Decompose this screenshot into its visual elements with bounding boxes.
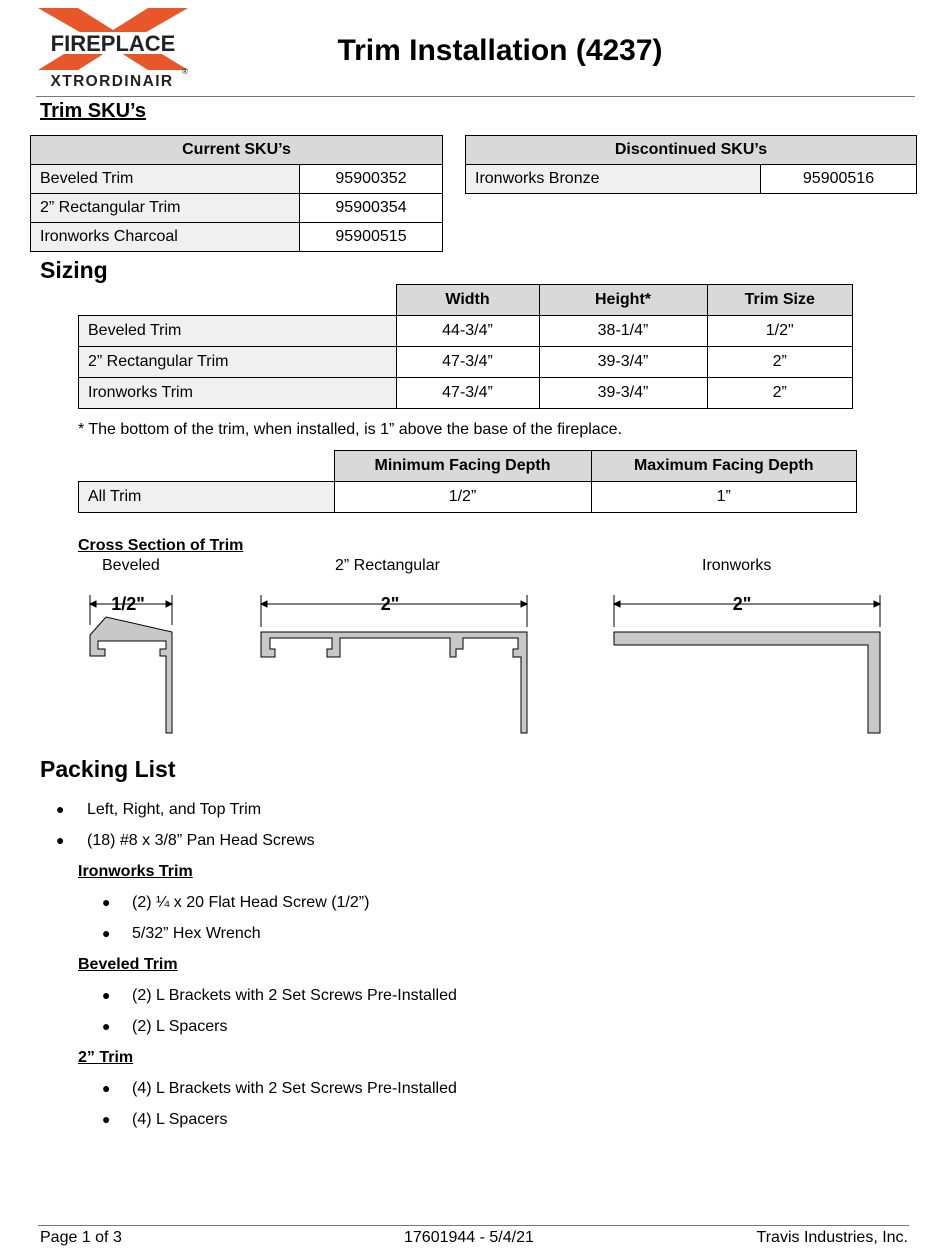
table-row	[79, 347, 853, 378]
footer-divider	[38, 1225, 909, 1226]
table-row	[31, 165, 443, 194]
sku-number: 95900354	[300, 194, 443, 223]
bullet-icon: ●	[102, 925, 111, 941]
cross-section-diagram	[0, 585, 950, 745]
column-header-width: Width	[396, 285, 539, 316]
group-title: Ironworks Trim	[78, 863, 193, 880]
table-row	[79, 378, 853, 409]
packing-list-heading: Packing List	[40, 756, 176, 782]
ironworks-profile	[614, 632, 880, 733]
sku-name: Ironworks Bronze	[466, 165, 761, 194]
row-label: 2” Rectangular Trim	[79, 347, 397, 378]
trim-skus-heading: Trim SKU’s	[40, 100, 146, 122]
table-row	[79, 482, 857, 513]
bullet-icon: ●	[102, 987, 111, 1003]
table-row	[31, 223, 443, 252]
list-item	[40, 918, 840, 949]
current-skus-table	[30, 135, 443, 252]
bullet-icon: ●	[102, 1080, 111, 1096]
rectangular-profile	[261, 632, 527, 733]
label-beveled: Beveled	[102, 557, 160, 574]
list-item-text: 5/32” Hex Wrench	[132, 925, 261, 942]
discontinued-skus-table	[465, 135, 917, 194]
list-item-text: (2) L Brackets with 2 Set Screws Pre-Installed	[132, 987, 457, 1004]
page-title: Trim Installation (4237)	[337, 34, 663, 67]
column-header-max-facing: Maximum Facing Depth	[591, 451, 857, 482]
height-value: 38-1/4”	[539, 316, 707, 347]
bullet-icon: ●	[56, 801, 65, 817]
dim-label-beveled: 1/2"	[111, 594, 145, 614]
group-heading	[40, 949, 840, 980]
list-item-text: (4) L Brackets with 2 Set Screws Pre-Installed	[132, 1080, 457, 1097]
packing-list	[40, 794, 840, 1135]
logo-text-xtrordinair: XTRORDINAIR	[50, 73, 174, 90]
sizing-heading: Sizing	[40, 257, 108, 283]
sizing-footnote: * The bottom of the trim, when installed, is 1” above the base of the fireplace.	[78, 421, 623, 438]
list-item	[40, 887, 840, 918]
width-value: 47-3/4”	[396, 347, 539, 378]
height-value: 39-3/4”	[539, 347, 707, 378]
dim-label-rectangular: 2"	[380, 594, 400, 614]
beveled-profile	[90, 617, 172, 733]
list-item	[40, 1011, 840, 1042]
sku-number: 95900352	[300, 165, 443, 194]
max-facing-value: 1”	[591, 482, 857, 513]
footer-company: Travis Industries, Inc.	[756, 1229, 908, 1246]
footer-page-number: Page 1 of 3	[40, 1229, 122, 1246]
row-label: All Trim	[79, 482, 335, 513]
sku-number: 95900516	[761, 165, 917, 194]
list-item	[40, 825, 840, 856]
label-rectangular: 2” Rectangular	[335, 557, 440, 574]
row-label: Beveled Trim	[79, 316, 397, 347]
group-title: Beveled Trim	[78, 956, 178, 973]
trim-size-value: 2”	[707, 378, 853, 409]
bullet-icon: ●	[56, 832, 65, 848]
empty-corner-cell	[79, 451, 335, 482]
dim-label-ironworks: 2"	[732, 594, 752, 614]
label-ironworks: Ironworks	[702, 557, 772, 574]
trim-size-value: 1/2"	[707, 316, 853, 347]
min-facing-value: 1/2”	[334, 482, 591, 513]
row-label: Ironworks Trim	[79, 378, 397, 409]
logo-text-fireplace: FIREPLACE	[50, 31, 176, 56]
sku-name: 2” Rectangular Trim	[31, 194, 300, 223]
list-item	[40, 1073, 840, 1104]
list-item-text: (2) L Spacers	[132, 1018, 228, 1035]
cross-section-heading: Cross Section of Trim	[78, 537, 244, 554]
group-heading	[40, 1042, 840, 1073]
group-title: 2” Trim	[78, 1049, 134, 1066]
list-item-text: Left, Right, and Top Trim	[87, 801, 262, 818]
header-divider	[36, 96, 915, 97]
bullet-icon: ●	[102, 1018, 111, 1034]
empty-corner-cell	[79, 285, 397, 316]
fireplace-xtrordinair-logo	[38, 8, 188, 90]
list-item	[40, 980, 840, 1011]
height-value: 39-3/4”	[539, 378, 707, 409]
logo-registered-mark: ®	[182, 67, 188, 76]
footer-doc-id: 17601944 - 5/4/21	[404, 1229, 534, 1246]
list-item-text: (2) ¼ x 20 Flat Head Screw (1/2”)	[132, 894, 370, 911]
column-header-min-facing: Minimum Facing Depth	[334, 451, 591, 482]
discontinued-skus-header: Discontinued SKU’s	[466, 136, 917, 165]
sizing-table	[78, 284, 853, 409]
list-item-text: (18) #8 x 3/8” Pan Head Screws	[87, 832, 315, 849]
facing-depth-table	[78, 450, 857, 513]
width-value: 47-3/4”	[396, 378, 539, 409]
list-item	[40, 1104, 840, 1135]
table-row	[466, 165, 917, 194]
list-item-text: (4) L Spacers	[132, 1111, 228, 1128]
bullet-icon: ●	[102, 1111, 111, 1127]
column-header-trim-size: Trim Size	[707, 285, 853, 316]
sku-name: Beveled Trim	[31, 165, 300, 194]
table-row	[79, 316, 853, 347]
sku-name: Ironworks Charcoal	[31, 223, 300, 252]
bullet-icon: ●	[102, 894, 111, 910]
column-header-height: Height*	[539, 285, 707, 316]
table-row	[31, 194, 443, 223]
group-heading	[40, 856, 840, 887]
width-value: 44-3/4”	[396, 316, 539, 347]
current-skus-header: Current SKU’s	[31, 136, 443, 165]
trim-size-value: 2”	[707, 347, 853, 378]
list-item	[40, 794, 840, 825]
sku-number: 95900515	[300, 223, 443, 252]
